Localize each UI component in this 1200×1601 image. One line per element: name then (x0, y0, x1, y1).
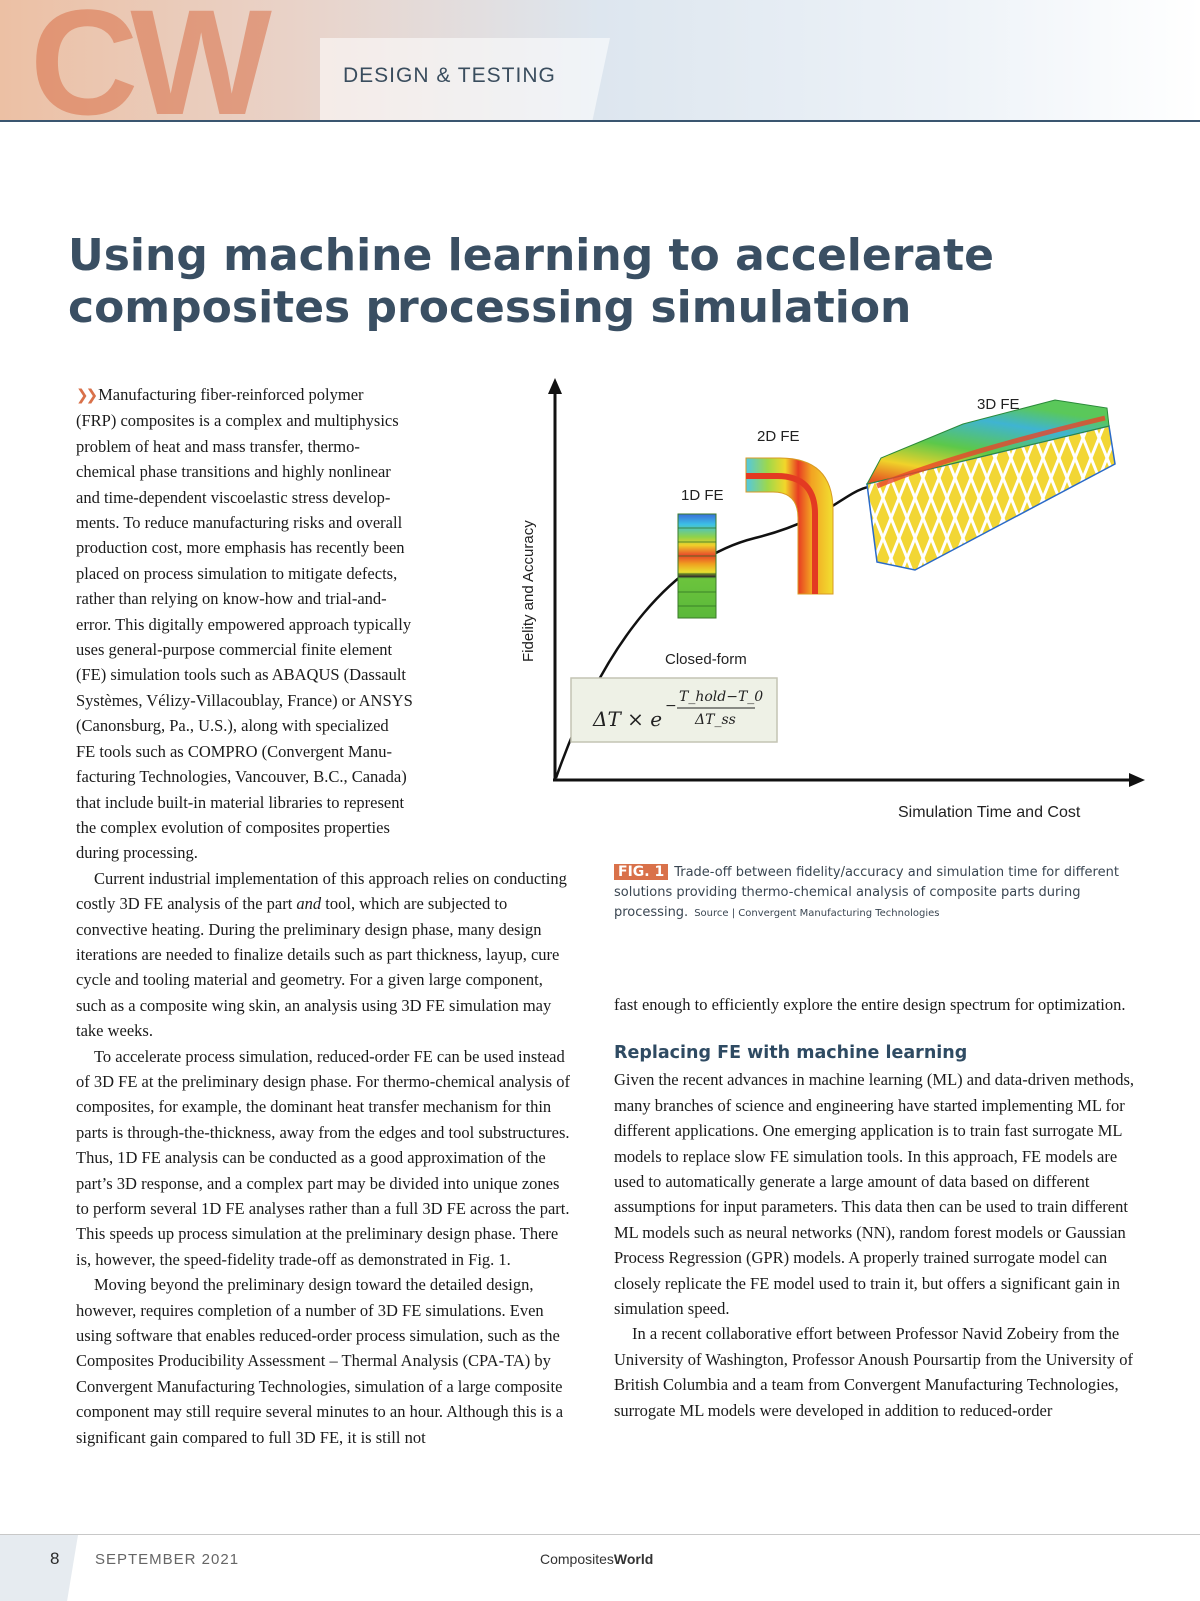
article-title (68, 230, 1128, 334)
page-header (0, 0, 1200, 122)
title-line-1: Using machine learning to accelerate (68, 230, 994, 281)
intro-line: (Canonsburg, Pa., U.S.), along with specialized (76, 716, 389, 736)
page-footer (0, 1534, 1200, 1601)
figure-tag: FIG. 1 (614, 864, 668, 880)
label-3d-fe: 3D FE (977, 396, 1020, 413)
x-axis-label: Simulation Time and Cost (898, 804, 1081, 821)
caption-text: Trade-off between fidelity/accuracy and simulation time for different solutions providing thermo-chemical analysis of composite parts during processing. (614, 865, 1119, 920)
title-line-2: composites processing simulation (68, 282, 912, 333)
right-column (614, 992, 1134, 1423)
label-closed-form: Closed-form (665, 651, 747, 668)
intro-line: facturing Technologies, Vancouver, B.C., Canada) (76, 767, 407, 787)
y-axis-label: Fidelity and Accuracy (520, 520, 537, 662)
page-number: 8 (50, 1549, 60, 1568)
body-paragraph: In a recent collaborative effort between Professor Navid Zobeiry from the University of Washington, Professor Anoush Poursartip from the University of British Columbia and a team from Convergent Manufacturing Technologies, surrogate ML models were developed in addition to reduced-order (614, 1324, 1133, 1420)
label-2d-fe: 2D FE (757, 428, 800, 445)
figure-caption (614, 862, 1134, 924)
lead-marker-icon: ❯❯ (76, 386, 96, 404)
equation-base: ΔT × e (593, 707, 663, 731)
intro-line: problem of heat and mass transfer, thermo- (76, 436, 360, 456)
intro-line: that include built-in material libraries to represent (76, 792, 405, 812)
section-label: DESIGN & TESTING (343, 64, 556, 87)
intro-line: ments. To reduce manufacturing risks and overall (76, 513, 403, 533)
intro-line: (FE) simulation tools such as ABAQUS (Dassault (76, 665, 406, 685)
intro-line: the complex evolution of composites properties (76, 817, 390, 837)
cw-logo: CW (30, 0, 264, 122)
intro-line: Manufacturing fiber-reinforced polymer (98, 385, 364, 404)
intro-paragraph (76, 382, 476, 866)
intro-line: during processing. (76, 843, 198, 863)
intro-line: and time-dependent viscoelastic stress develop- (76, 487, 391, 507)
intro-line: production cost, more emphasis has recently been (76, 538, 405, 558)
body-paragraph: To accelerate process simulation, reduced-order FE can be used instead of 3D FE at the preliminary design phase. For thermo-chemical analysis of composites, for example, the dominant heat transfer mechanism for thin parts is through-the-thickness, away from the edges and tool substructures. Thus, 1D FE analysis can be conducted as a good approximation of the part’s 3D response, and a complex part may be divided into unique zones to perform several 1D FE analyses rather than a full 3D FE across the part. This speeds up process simulation at the preliminary design phase. There is, however, the speed-fidelity trade-off as demonstrated in Fig. 1. (76, 1046, 570, 1269)
intro-line: (FRP) composites is a complex and multiphysics (76, 411, 399, 431)
intro-line: FE tools such as COMPRO (Convergent Manu- (76, 741, 392, 761)
equation-numerator: T_hold−T_0 (679, 689, 764, 705)
publication-name: CompositesWorld (540, 1551, 654, 1567)
caption-source: Source | Convergent Manufacturing Technologies (694, 908, 940, 919)
y-axis-arrow-icon (548, 378, 562, 394)
label-1d-fe: 1D FE (681, 487, 724, 504)
intro-line: rather than relying on know-how and trial-and- (76, 589, 387, 609)
intro-line: chemical phase transitions and highly nonlinear (76, 462, 391, 482)
intro-line: Systèmes, Vélizy-Villacoublay, France) or ANSYS (76, 690, 413, 710)
body-paragraph: fast enough to efficiently explore the entire design spectrum for optimization. (614, 995, 1126, 1014)
body-paragraph: Moving beyond the preliminary design toward the detailed design, however, requires completion of a number of 3D FE simulations. Even using software that enables reduced-order process simulation, such as the Composites Producibility Assessment – Thermal Analysis (CPA-TA) by Convergent Manufacturing Technologies, simulation of a large composite component may still require several minutes to an hour. Although this is a significant gain compared to full 3D FE, it is still not (76, 1275, 564, 1447)
intro-line: uses general-purpose commercial finite element (76, 640, 393, 660)
body-paragraph: Current industrial implementation of this approach relies on conducting costly 3D FE analysis of the part and tool, which are subjected to convective heating. During the preliminary design phase, many design iterations are needed to finalize details such as part thickness, layup, cure cycle and tooling material and geometry. For a given large component, such as a composite wing skin, an analysis using 3D FE simulation may take weeks. (76, 868, 567, 1041)
left-column (76, 382, 571, 1450)
footer-wedge (0, 1535, 78, 1601)
intro-line: error. This digitally empowered approach typically (76, 614, 412, 634)
equation-denominator: ΔT_ss (695, 712, 736, 728)
body-paragraph: Given the recent advances in machine learning (ML) and data-driven methods, many branches of science and engineering have started implementing ML for different applications. One emerging application is to train fast surrogate ML models to replace slow FE simulation tools. In this approach, FE models are used to automatically generate a large amount of data based on different assumptions for input parameters. This data then can be used to train different ML models such as neural networks (NN), random forest models or Gaussian Process Regression (GPR) models. A properly trained surrogate model can closely replicate the FE model used to train it, but offers a significant gain in simulation speed. (614, 1070, 1135, 1319)
x-axis-arrow-icon (1129, 773, 1145, 787)
fe-1d-block (678, 514, 716, 618)
fig-1-diagram (515, 378, 1145, 848)
issue-date: SEPTEMBER 2021 (95, 1551, 240, 1568)
intro-line: placed on process simulation to mitigate defects, (76, 563, 398, 583)
equation-minus: − (665, 698, 677, 714)
section-subhead: Replacing FE with machine learning (614, 1043, 968, 1064)
